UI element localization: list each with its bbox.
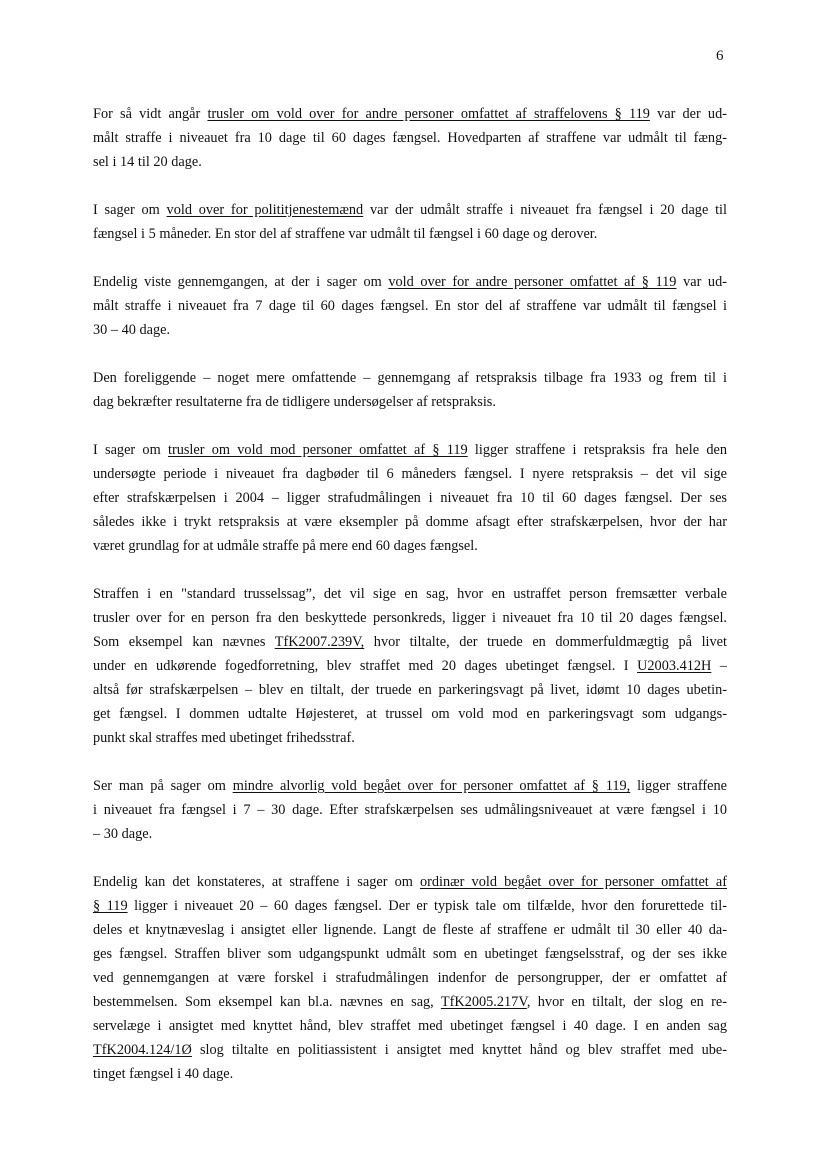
- text-segment: ligger straffene: [630, 778, 727, 794]
- text-segment: Endelig viste gennemgangen, at der i sager om: [93, 274, 389, 290]
- text-line: [93, 918, 727, 942]
- text-segment: efter strafskærpelsen i 2004 – ligger strafudmålingen i niveauet fra 10 til 60 dages fængsel. Der ses: [93, 490, 727, 506]
- text-segment: trusler over for en person fra den beskyttede personkreds, ligger i niveauet fra 10 til 20 dages fængsel.: [93, 610, 727, 626]
- text-line: [93, 270, 727, 294]
- underlined-reference: trusler om vold over for andre personer omfattet af straffelovens § 119: [207, 106, 650, 122]
- text-line: [93, 630, 727, 654]
- text-line: [93, 894, 727, 918]
- underlined-reference: mindre alvorlig vold begået over for personer omfattet af § 119,: [232, 778, 631, 794]
- document-body: [93, 102, 727, 1110]
- text-segment: bestemmelsen. Som eksempel kan bl.a. nævnes en sag,: [93, 994, 441, 1010]
- text-segment: dag bekræfter resultaterne fra de tidligere undersøgelser af retspraksis.: [93, 394, 496, 410]
- text-segment: i niveauet fra fængsel i 7 – 30 dage. Efter strafskærpelsen ses udmålingsniveauet at være fængsel i 10: [93, 802, 727, 818]
- underlined-reference: U2003.412H: [637, 658, 712, 674]
- underlined-reference: TfK2005.217V: [440, 994, 527, 1010]
- text-segment: således ikke i trykt retspraksis at være eksempler på domme afsagt efter strafskærpelsen, hvor der har: [93, 514, 727, 530]
- text-line: [93, 1014, 727, 1038]
- text-segment: sel i 14 til 20 dage.: [93, 154, 202, 170]
- text-segment: hvor tiltalte, der truede en dommerfuldmægtig på livet: [364, 634, 727, 650]
- text-line: [93, 390, 727, 414]
- text-segment: get fængsel. I dommen udtalte Højesteret, at trussel om vold mod en parkeringsvagt som udgangs-: [93, 706, 727, 722]
- text-line: [93, 942, 727, 966]
- text-line: [93, 1062, 727, 1086]
- text-segment: ligger i niveauet 20 – 60 dages fængsel. Der er typisk tale om tilfælde, hvor den forurettede til-: [127, 898, 727, 914]
- text-segment: Endelig kan det konstateres, at straffene i sager om: [93, 874, 420, 890]
- underlined-reference: § 119: [93, 898, 128, 914]
- text-segment: Den foreliggende – noget mere omfattende – gennemgang af retspraksis tilbage fra 1933 og frem til i: [93, 370, 727, 386]
- text-segment: målt straffe i niveauet fra 7 dage til 60 dages fængsel. En stor del af straffene var udmålt til fængsel i: [93, 298, 727, 314]
- underlined-reference: vold over for polititjenestemænd: [166, 202, 364, 218]
- underlined-reference: TfK2007.239V,: [274, 634, 365, 650]
- text-segment: var der ud-: [649, 106, 727, 122]
- paragraph: [93, 198, 727, 246]
- text-line: [93, 870, 727, 894]
- text-segment: Ser man på sager om: [93, 778, 233, 794]
- paragraph: [93, 102, 727, 174]
- text-segment: altså før strafskærpelsen – blev en tiltalt, der truede en parkeringsvagt på livet, idømt 10 dages ubetin-: [93, 682, 727, 698]
- paragraph: [93, 582, 727, 750]
- text-segment: Straffen i en "standard trusselssag”, det vil sige en sag, hvor en ustraffet person fremsætter verbale: [93, 586, 727, 602]
- page-number: 6: [716, 48, 724, 64]
- text-segment: under en udkørende fogedforretning, blev straffet med 20 dages ubetinget fængsel. I: [93, 658, 638, 674]
- text-line: [93, 990, 727, 1014]
- text-line: [93, 510, 727, 534]
- underlined-reference: ordinær vold begået over for personer omfattet af: [419, 874, 727, 890]
- text-line: [93, 150, 727, 174]
- text-segment: servelæge i ansigtet med knyttet hånd, blev straffet med ubetinget fængsel i 40 dage. I en anden sag: [93, 1018, 727, 1034]
- text-segment: , hvor en tiltalt, der slog en re-: [526, 994, 727, 1010]
- text-segment: 30 – 40 dage.: [93, 322, 171, 338]
- underlined-reference: vold over for andre personer omfattet af § 119: [388, 274, 677, 290]
- text-segment: var ud-: [676, 274, 727, 290]
- text-line: [93, 102, 727, 126]
- underlined-reference: trusler om vold mod personer omfattet af § 119: [167, 442, 468, 458]
- text-line: [93, 822, 727, 846]
- text-segment: Som eksempel kan nævnes: [93, 634, 275, 650]
- text-line: [93, 798, 727, 822]
- text-segment: målt straffe i niveauet fra 10 dage til 60 dages fængsel. Hovedparten af straffene var udmålt til fæng-: [93, 130, 727, 146]
- text-line: [93, 222, 727, 246]
- text-line: [93, 726, 727, 750]
- underlined-reference: TfK2004.124/1Ø: [93, 1042, 192, 1058]
- text-line: [93, 534, 727, 558]
- text-segment: ligger straffene i retspraksis fra hele den: [467, 442, 727, 458]
- text-line: [93, 486, 727, 510]
- paragraph: [93, 366, 727, 414]
- text-line: [93, 462, 727, 486]
- text-segment: I sager om: [93, 442, 168, 458]
- text-line: [93, 1038, 727, 1062]
- paragraph: [93, 870, 727, 1086]
- text-segment: undersøgte periode i niveauet fra dagbøder til 6 måneders fængsel. I nyere retspraksis – det vil sige: [93, 466, 727, 482]
- text-line: [93, 966, 727, 990]
- text-segment: ved gennemgangen at være forskel i strafudmålingen indenfor de persongrupper, der er omfattet af: [93, 970, 727, 986]
- paragraph: [93, 774, 727, 846]
- text-segment: punkt skal straffes med ubetinget frihedsstraf.: [93, 730, 355, 746]
- text-segment: slog tiltalte en politiassistent i ansigtet med knyttet hånd og blev straffet med ube-: [191, 1042, 727, 1058]
- text-segment: fængsel i 5 måneder. En stor del af straffene var udmålt til fængsel i 60 dage og derover.: [93, 226, 598, 242]
- text-segment: været grundlag for at udmåle straffe på mere end 60 dages fængsel.: [93, 538, 478, 554]
- text-line: [93, 582, 727, 606]
- text-line: [93, 294, 727, 318]
- text-line: [93, 198, 727, 222]
- text-line: [93, 366, 727, 390]
- text-line: [93, 438, 727, 462]
- text-segment: deles et knytnæveslag i ansigtet eller lignende. Langt de fleste af straffene er udmålt til 30 eller 40 da-: [93, 922, 727, 938]
- text-segment: ges fængsel. Straffen bliver som udgangspunkt udmålt som en ubetinget fængselsstraf, og der ses ikke: [93, 946, 727, 962]
- text-line: [93, 702, 727, 726]
- paragraph: [93, 270, 727, 342]
- text-segment: – 30 dage.: [93, 826, 153, 842]
- text-line: [93, 126, 727, 150]
- text-segment: –: [711, 658, 727, 674]
- paragraph: [93, 438, 727, 558]
- text-line: [93, 678, 727, 702]
- text-segment: I sager om: [93, 202, 167, 218]
- text-line: [93, 654, 727, 678]
- text-line: [93, 774, 727, 798]
- text-line: [93, 318, 727, 342]
- text-segment: tinget fængsel i 40 dage.: [93, 1066, 234, 1082]
- text-segment: For så vidt angår: [93, 106, 208, 122]
- text-line: [93, 606, 727, 630]
- text-segment: var der udmålt straffe i niveauet fra fængsel i 20 dage til: [363, 202, 727, 218]
